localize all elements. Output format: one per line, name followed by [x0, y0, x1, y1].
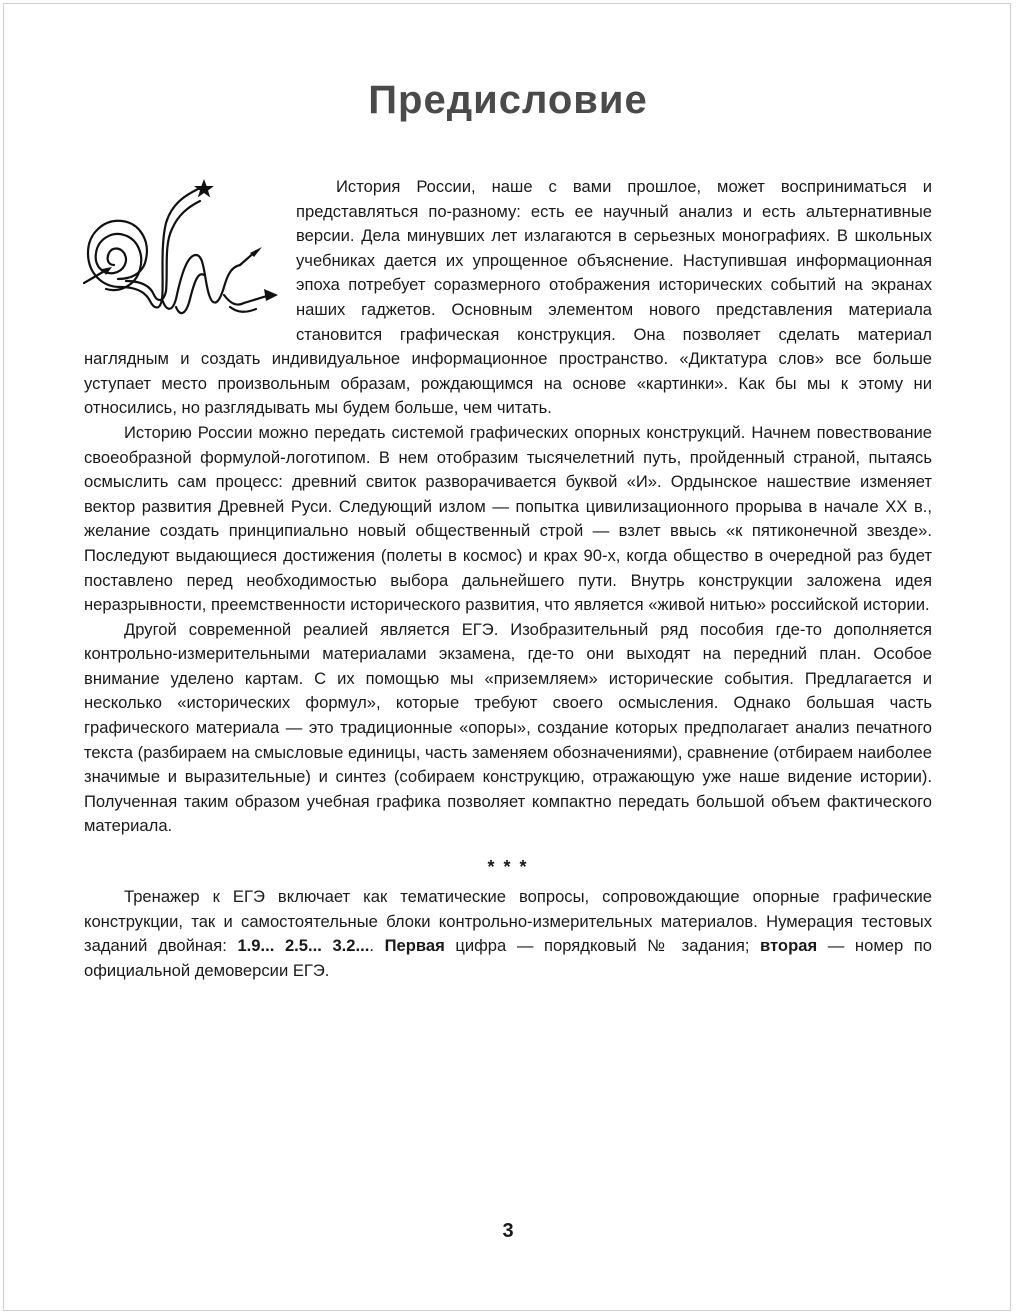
- spiral-scroll-logo-icon: [80, 175, 292, 345]
- note-part1: .: [369, 936, 385, 956]
- task-codes: 1.9... 2.5... 3.2...: [237, 936, 370, 956]
- paragraph: История России, наше с вами прошлое, может восприниматься и представляться по-разному: есть ее научный анализ и есть альтернативные версии. Дела минувших лет излагаются в серьезных монографиях. В школьных учебниках дается их упрощенное объяснение. Наступившая информационная эпоха потребует соразмерного отображения исторических событий на экранах наших гаджетов. Основным элементом нового представления материала становится графическая конструкция. Она позволяет сделать материал наглядным и создать индивидуальное информационное пространство. «Диктатура слов» все больше уступает место произвольным образам, рождающимся на основе «картинки». Как бы мы к этому ни относились, но разглядывать мы будем больше, чем читать.: [84, 177, 932, 418]
- note-part3: — номер по официальной демоверсии ЕГЭ.: [84, 936, 932, 980]
- section-separator: * * *: [487, 857, 529, 877]
- note-paragraph: [84, 885, 932, 983]
- paragraph: Другой современной реалией является ЕГЭ. Изобразительный ряд пособия где-то дополняется контрольно-измерительными материалами экзамена, где-то они выходят на передний план. Особое внимание уделено картам. С их помощью мы «приземляем» исторические события. Предлагается и несколько «исторических формул», которые требуют своего осмысления. Однако большая часть графического материала — это традиционные «опоры», создание которых предполагает анализ печатного текста (разбираем на смысловые единицы, часть заменяем обозначениями), сравнение (отбираем наиболее значимые и выразительные) и синтез (собираем конструкцию, отражающую уже наше видение истории). Полученная таким образом учебная графика позволяет компактно передать большой объем фактического материала.: [84, 619, 932, 836]
- page-title: Предисловие: [368, 78, 648, 122]
- second-label: вторая: [760, 936, 818, 956]
- note-part2: цифра — порядковый № задания;: [444, 936, 761, 956]
- ege-note: [84, 885, 932, 983]
- first-label: Первая: [384, 936, 445, 956]
- paragraph: Историю России можно передать системой графических опорных конструкций. Начнем повествование своеобразной формулой-логотипом. В нем отобразим тысячелетний путь, пройденный страной, пытаясь осмыслить сам процесс: древний свиток разворачивается буквой «И». Ордынское нашествие изменяет вектор развития Древней Руси. Следующий излом — попытка цивилизационного прорыва в начале XX в., желание создать принципиально новый общественный строй — взлет ввысь «к пятиконечной звезде». Последуют выдающиеся достижения (полеты в космос) и крах 90-х, когда общество в очередной раз будет поставлено перед необходимостью выбора дальнейшего пути. Внутрь конструкции заложена идея неразрывности, преемственности исторического развития, что является «живой нитью» российской истории.: [84, 422, 932, 615]
- note-intro: Тренажер к ЕГЭ включает как тематические вопросы, сопровождающие опорные графические конструкции, так и самостоятельные блоки контрольно-измерительных материалов. Нумерация тестовых заданий двойная:: [84, 887, 932, 956]
- preface-body: [84, 175, 932, 839]
- star-icon: [194, 179, 214, 198]
- page-number: 3: [502, 1220, 514, 1242]
